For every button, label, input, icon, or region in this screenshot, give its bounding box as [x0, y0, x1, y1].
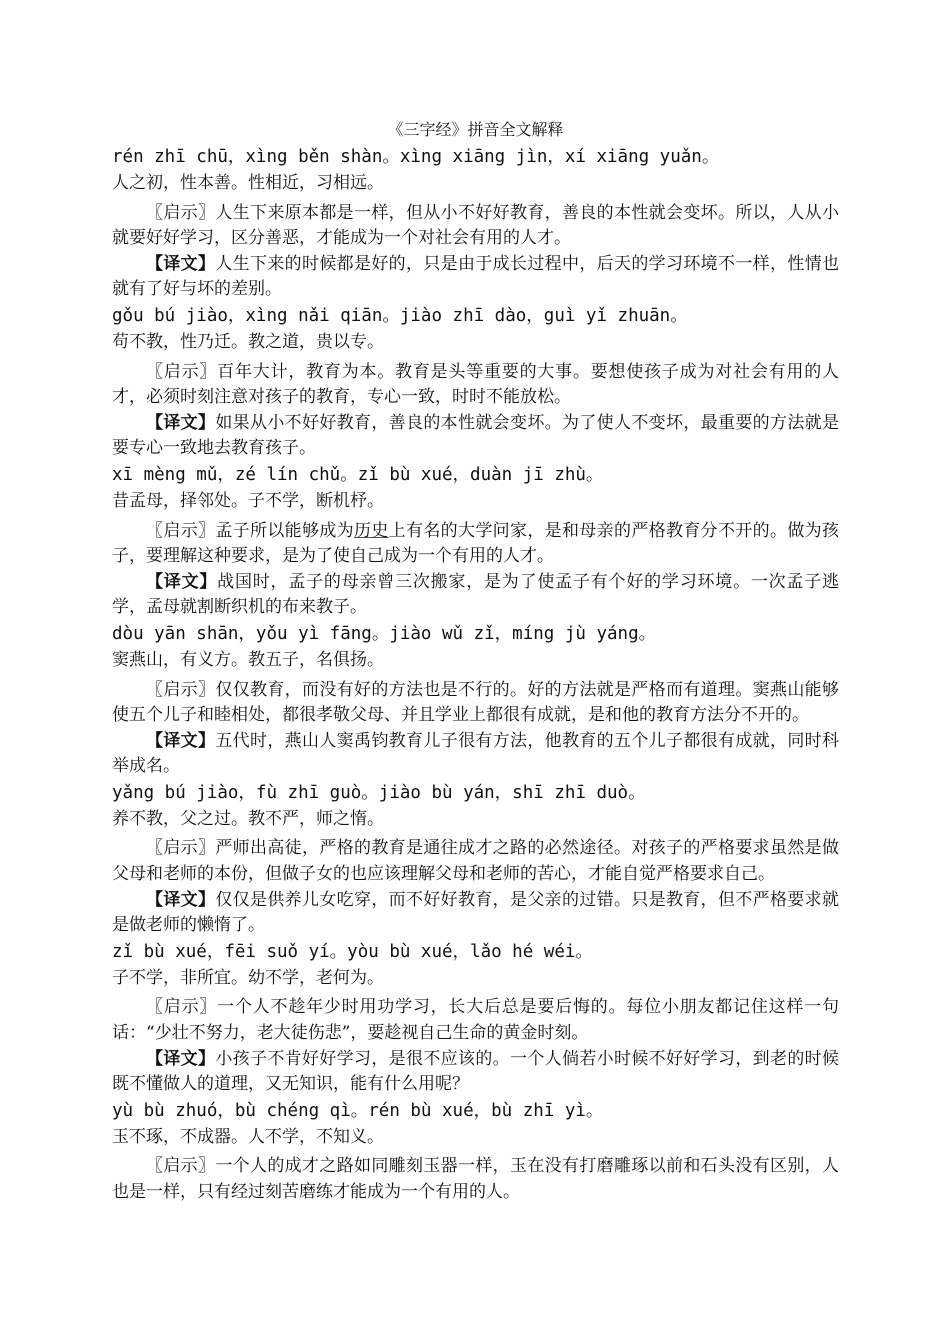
qishi-text: 百年大计，教育为本。教育是头等重要的大事。要想使孩子成为对社会有用的人才，必须时刻注意对孩子的教育，专心一致，时时不能放松。 — [112, 361, 840, 408]
yiwen-label: 【译文】 — [146, 1048, 216, 1069]
yiwen-paragraph — [112, 570, 839, 621]
yiwen-paragraph — [112, 888, 839, 939]
document-page — [112, 118, 839, 1206]
yiwen-label: 【译文】 — [146, 253, 216, 274]
yiwen-text: 战国时，孟子的母亲曾三次搬家，是为了使孟子有个好的学习环境。一次孟子逃学，孟母就割断织机的布来教子。 — [112, 571, 840, 618]
yiwen-label: 【译文】 — [146, 730, 216, 751]
yiwen-text: 仅仅是供养儿女吃穿，而不好好教育，是父亲的过错。只是教育，但不严格要求就是做老师的懒惰了。 — [112, 889, 840, 936]
yiwen-paragraph — [112, 729, 839, 780]
qishi-label: 〖启示〗 — [146, 361, 218, 382]
pinyin-line: yù bù zhuó，bù chéng qì。rén bù xué，bù zhī yì。 — [112, 1100, 604, 1121]
qishi-label: 〖启示〗 — [146, 997, 218, 1018]
qishi-paragraph — [112, 1154, 839, 1205]
qishi-text: 人生下来原本都是一样，但从小不好好教育，善良的本性就会变坏。所以，人从小就要好好学习，区分善恶，才能成为一个对社会有用的人才。 — [112, 202, 840, 249]
yiwen-paragraph — [112, 252, 839, 303]
verse-line: 玉不琢，不成器。人不学，不知义。 — [112, 1126, 384, 1147]
qishi-paragraph — [112, 201, 839, 252]
verse-section — [112, 1098, 839, 1206]
qishi-label: 〖启示〗 — [146, 520, 216, 541]
qishi-label: 〖启示〗 — [146, 679, 216, 700]
yiwen-text: 如果从小不好好教育，善良的本性就会变坏。为了使人不变坏，最重要的方法就是要专心一致地去教育孩子。 — [112, 412, 840, 459]
qishi-label: 〖启示〗 — [146, 838, 216, 859]
qishi-paragraph — [112, 360, 839, 411]
history-link[interactable]: 历史 — [354, 520, 389, 541]
yiwen-paragraph — [112, 411, 839, 462]
qishi-label: 〖启示〗 — [146, 202, 216, 223]
pinyin-line: zǐ bù xué，fēi suǒ yí。yòu bù xué，lǎo hé wéi。 — [112, 941, 593, 962]
verse-section — [112, 303, 839, 462]
qishi-paragraph — [112, 678, 839, 729]
verse-line: 养不教，父之过。教不严，师之惰。 — [112, 808, 384, 829]
qishi-text-end: 上有名的大学问家，是和母亲的严格教育分不开的。做为孩子，要理解这种要求，是为了使自己成为一个有用的人才。 — [112, 520, 840, 567]
pinyin-line: yǎng bú jiào，fù zhī guò。jiào bù yán，shī zhī duò。 — [112, 782, 646, 803]
qishi-text-start: 孟子所以能够成为 — [215, 520, 355, 541]
verse-section — [112, 939, 839, 1098]
verse-section — [112, 144, 839, 303]
pinyin-line: rén zhī chū，xìng běn shàn。xìng xiāng jìn，xí xiāng yuǎn。 — [112, 147, 720, 167]
qishi-label: 〖启示〗 — [146, 1156, 216, 1177]
verse-line: 窦燕山，有义方。教五子，名俱扬。 — [112, 649, 384, 670]
document-title: 《三字经》拼音全文解释 — [387, 120, 564, 139]
pinyin-line: dòu yān shān，yǒu yì fāng。jiào wǔ zǐ，míng jù yáng。 — [112, 623, 657, 644]
yiwen-text: 五代时，燕山人窦禹钧教育儿子很有方法，他教育的五个儿子都很有成就，同时科举成名。 — [112, 730, 840, 777]
yiwen-label: 【译文】 — [146, 571, 218, 592]
qishi-text: 一个人的成才之路如同雕刻玉器一样，玉在没有打磨雕琢以前和石头没有区别，人也是一样，只有经过刻苦磨练才能成为一个有用的人。 — [112, 1156, 840, 1202]
qishi-text: 严师出高徒，严格的教育是通往成才之路的必然途径。对孩子的严格要求虽然是做父母和老师的本份，但做子女的也应该理解父母和老师的苦心，才能自觉严格要求自己。 — [112, 838, 840, 885]
qishi-paragraph — [112, 519, 839, 570]
yiwen-paragraph — [112, 1047, 839, 1098]
qishi-paragraph — [112, 836, 839, 887]
verse-line: 子不学，非所宜。幼不学，老何为。 — [112, 967, 384, 988]
pinyin-line: gǒu bú jiào，xìng nǎi qiān。jiào zhī dào，guì yǐ zhuān。 — [112, 305, 688, 326]
yiwen-label: 【译文】 — [146, 889, 216, 910]
verse-line: 人之初，性本善。性相近，习相远。 — [112, 173, 384, 193]
verse-section — [112, 462, 839, 621]
verse-section — [112, 621, 839, 780]
yiwen-label: 【译文】 — [146, 412, 216, 433]
qishi-text: 一个人不趁年少时用功学习，长大后总是要后悔的。每位小朋友都记住这样一句话：“少壮不努力，老大徒伤悲”，要趁视自己生命的黄金时刻。 — [112, 997, 840, 1044]
verse-line: 苟不教，性乃迁。教之道，贵以专。 — [112, 331, 384, 352]
qishi-paragraph — [112, 995, 839, 1046]
verse-line: 昔孟母，择邻处。子不学，断机杼。 — [112, 490, 384, 511]
verse-section — [112, 780, 839, 939]
qishi-text: 仅仅教育，而没有好的方法也是不行的。好的方法就是严格而有道理。窦燕山能够使五个儿子和睦相处，都很孝敬父母、并且学业上都很有成就，是和他的教育方法分不开的。 — [112, 679, 840, 726]
yiwen-text: 人生下来的时候都是好的，只是由于成长过程中，后天的学习环境不一样，性情也就有了好与坏的差别。 — [112, 253, 840, 300]
pinyin-line: xī mèng mǔ，zé lín chǔ。zǐ bù xué，duàn jī zhù。 — [112, 464, 604, 485]
yiwen-text: 小孩子不肯好好学习，是很不应该的。一个人倘若小时候不好好学习，到老的时候既不懂做人的道理，又无知识，能有什么用呢？ — [112, 1048, 840, 1095]
